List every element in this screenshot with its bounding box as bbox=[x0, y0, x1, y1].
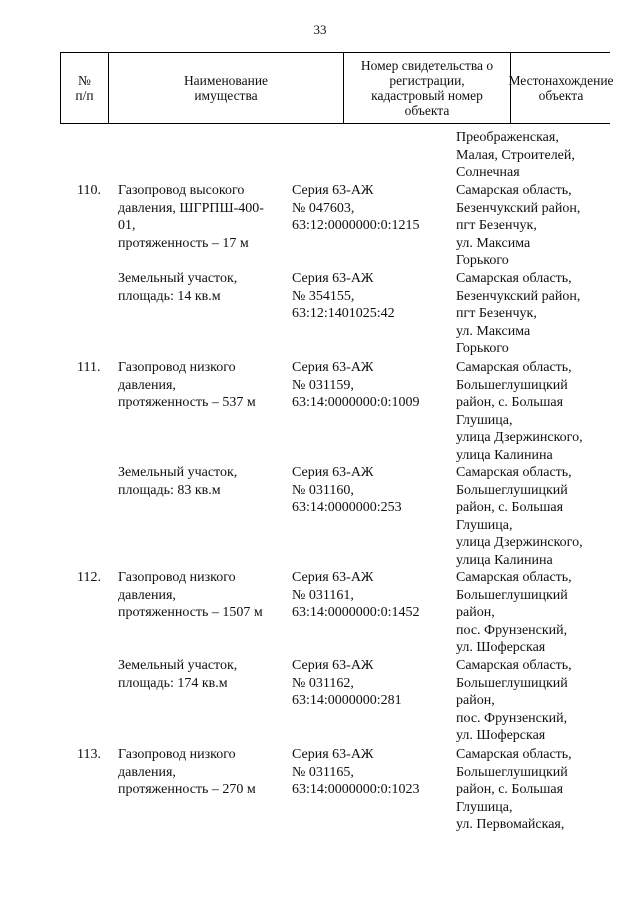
certificate-number: Серия 63-АЖ № 031165, 63:14:0000000:0:1023 bbox=[292, 747, 420, 797]
property-location: Самарская область, Большеглушицкий район, с. Большая Глушица, улица Дзержинского, улица Калинина bbox=[456, 465, 583, 568]
property-name: Земельный участок, площадь: 14 кв.м bbox=[118, 271, 238, 304]
row-number: 111. bbox=[77, 360, 101, 375]
header-property-name: Наименование имущества bbox=[109, 53, 344, 123]
property-location: Самарская область, Большеглушицкий район, пос. Фрунзенский, ул. Шоферская bbox=[456, 658, 572, 743]
certificate-number: Серия 63-АЖ № 031162, 63:14:0000000:281 bbox=[292, 658, 402, 708]
row-number: 112. bbox=[77, 570, 101, 585]
property-name: Земельный участок, площадь: 83 кв.м bbox=[118, 465, 238, 498]
property-location: Самарская область, Большеглушицкий район, с. Большая Глушица, ул. Первомайская, bbox=[456, 747, 572, 832]
table-header bbox=[60, 52, 614, 124]
property-location: Самарская область, Большеглушицкий район, пос. Фрунзенский, ул. Шоферская bbox=[456, 570, 572, 655]
property-name: Земельный участок, площадь: 174 кв.м bbox=[118, 658, 238, 691]
property-location: Самарская область, Большеглушицкий район, с. Большая Глушица, улица Дзержинского, улица Калинина bbox=[456, 360, 583, 463]
property-name: Газопровод низкого давления, протяженность – 1507 м bbox=[118, 570, 263, 620]
row-number: 113. bbox=[77, 747, 101, 762]
certificate-number: Серия 63-АЖ № 047603, 63:12:0000000:0:1215 bbox=[292, 183, 420, 233]
property-name: Газопровод низкого давления, протяженность – 270 м bbox=[118, 747, 256, 797]
certificate-number: Серия 63-АЖ № 031159, 63:14:0000000:0:1009 bbox=[292, 360, 420, 410]
header-certificate: Номер свидетельства о регистрации, кадастровый номер объекта bbox=[344, 53, 511, 123]
property-location: Самарская область, Безенчукский район, пгт Безенчук, ул. Максима Горького bbox=[456, 271, 581, 356]
page-number: 33 bbox=[313, 22, 327, 37]
header-number: № п/п bbox=[61, 53, 109, 123]
header-location: Местонахождение объекта bbox=[508, 73, 614, 103]
row-number: 110. bbox=[77, 183, 101, 198]
property-name: Газопровод высокого давления, ШГРПШ-400- 01, протяженность – 17 м bbox=[118, 183, 264, 251]
certificate-number: Серия 63-АЖ № 031160, 63:14:0000000:253 bbox=[292, 465, 402, 515]
certificate-number: Серия 63-АЖ № 031161, 63:14:0000000:0:1452 bbox=[292, 570, 420, 620]
location-continuation: Преображенская, Малая, Строителей, Солнечная bbox=[456, 130, 575, 180]
property-name: Газопровод низкого давления, протяженность – 537 м bbox=[118, 360, 256, 410]
property-location: Самарская область, Безенчукский район, пгт Безенчук, ул. Максима Горького bbox=[456, 183, 581, 268]
certificate-number: Серия 63-АЖ № 354155, 63:12:1401025:42 bbox=[292, 271, 395, 321]
